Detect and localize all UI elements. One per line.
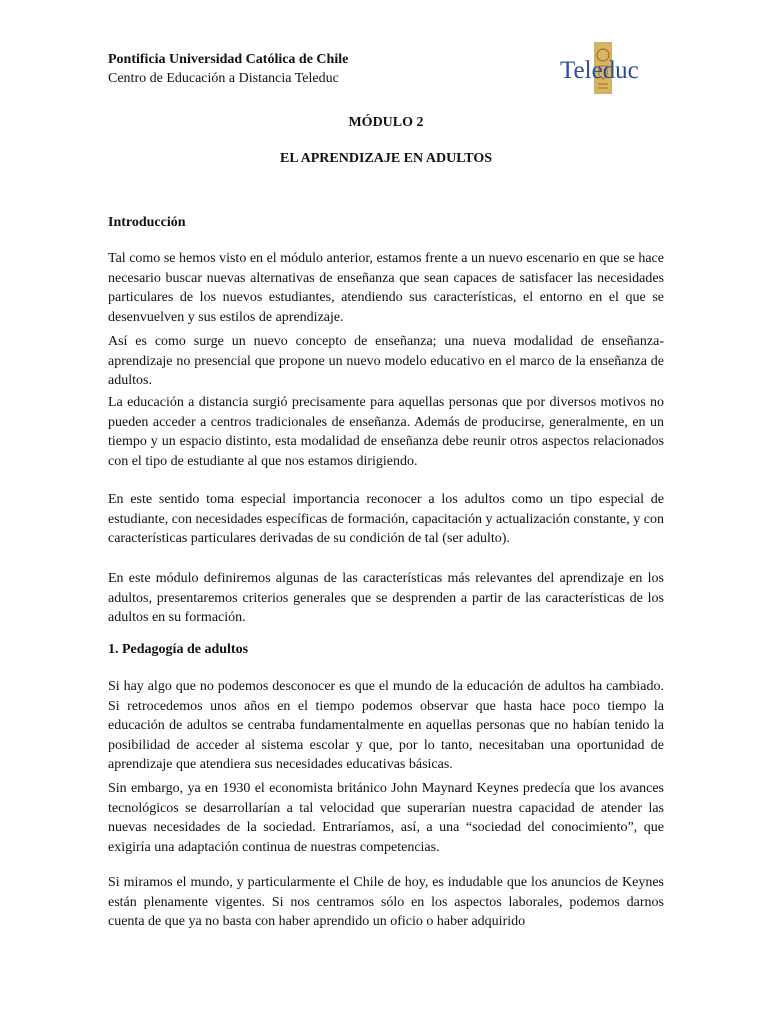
section1-heading: 1. Pedagogía de adultos	[108, 642, 249, 657]
section1-paragraph: Si miramos el mundo, y particularmente el Chile de hoy, es indudable que los anuncios de Keynes están plenamente vigentes. Si nos centramos sólo en los aspectos laborales, podemos darnos cuenta de que ya no basta con haber aprendido un oficio o haber adquirido	[108, 875, 664, 929]
section1-paragraph: Sin embargo, ya en 1930 el economista británico John Maynard Keynes predecía que los avances tecnológicos se desarrollarían a tal velocidad que superarían nuestra capacidad de atender las nuevas necesidades de la sociedad. Entraríamos, así, a una “sociedad del conocimiento”, que exigiría una adaptación continua de nuestras competencias.	[108, 781, 664, 855]
intro-paragraph: La educación a distancia surgió precisamente para aquellas personas que por diversos motivos no pueden acceder a centros tradicionales de enseñanza. Además de producirse, generalmente, en un tiempo y un espacio distinto, esta modalidad de enseñanza debe reunir otros aspectos relacionados con el tipo de estudiante al que nos estamos dirigiendo.	[108, 395, 664, 469]
department-name: Centro de Educación a Distancia Teleduc	[108, 71, 339, 86]
document-page	[108, 0, 664, 1024]
document-header	[108, 51, 664, 107]
intro-paragraph: Así es como surge un nuevo concepto de enseñanza; una nueva modalidad de enseñanza-aprendizaje no presencial que propone un nuevo modelo educativo en el marco de la enseñanza de adultos.	[108, 334, 664, 388]
intro-paragraph: Tal como se hemos visto en el módulo anterior, estamos frente a un nuevo escenario en que se hace necesario buscar nuevas alternativas de enseñanza que sean capaces de satisfacer las necesidades particulares de los nuevos estudiantes, atendiendo sus características, el entorno en el que se desenvuelven y sus estilos de aprendizaje.	[108, 251, 664, 325]
teleduc-logo-graphic	[560, 42, 664, 106]
intro-heading: Introducción	[108, 215, 186, 230]
intro-paragraph: En este módulo definiremos algunas de las características más relevantes del aprendizaje en los adultos, presentaremos criterios generales que se desprenden a partir de las características de los adultos en su formación.	[108, 571, 664, 625]
intro-paragraph: En este sentido toma especial importancia reconocer a los adultos como un tipo especial de estudiante, con necesidades específicas de formación, capacitación y actualización constante, y con características particulares derivadas de su condición de tal (ser adulto).	[108, 492, 664, 546]
module-label: MÓDULO 2	[348, 115, 424, 130]
institution-name: Pontificia Universidad Católica de Chile	[108, 52, 349, 67]
teleduc-logo	[560, 42, 664, 106]
module-title: EL APRENDIZAJE EN ADULTOS	[279, 151, 493, 166]
teleduc-logo-text: Teleduc	[560, 57, 639, 84]
section1-paragraph: Si hay algo que no podemos desconocer es que el mundo de la educación de adultos ha cambiado. Si retrocedemos unos años en el tiempo podemos observar que hasta hace poco tiempo la educación de adultos se centraba fundamentalmente en aquellas personas que no habían tenido la posibilidad de acceder al sistema escolar y que, por lo tanto, necesitaban una oportunidad de aprendizaje que atendiera sus necesidades educativas básicas.	[108, 679, 664, 772]
